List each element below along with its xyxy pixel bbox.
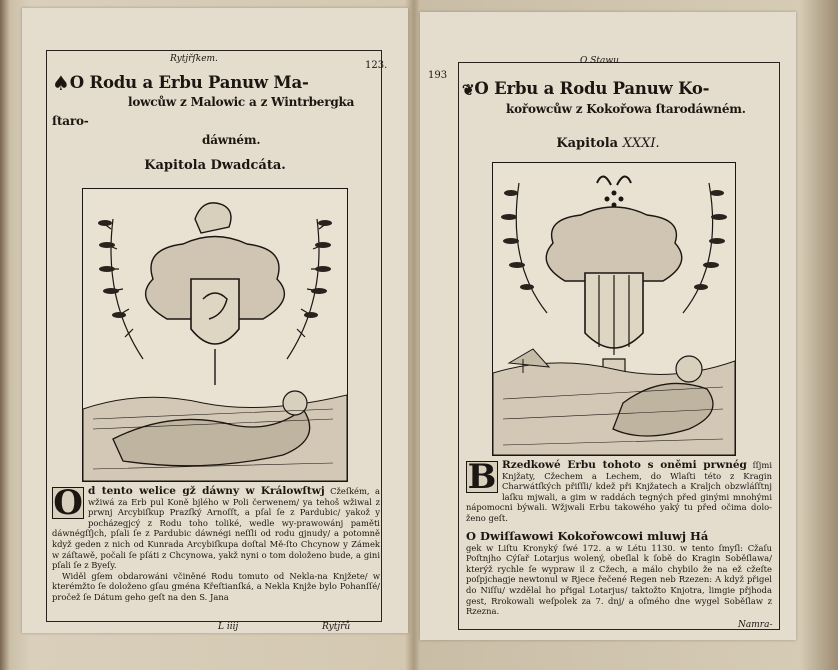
- left-catchword: Rytjřů: [322, 622, 351, 632]
- right-text-lead: Rzedkowé Erbu tohoto s oněmi prwnég: [502, 459, 747, 471]
- right-section-heading: O Dwiſſawowi Kokořowcowi mluwj Há: [466, 528, 709, 543]
- left-body-text: [52, 483, 380, 603]
- left-title-line2: lowcůw z Malowic a z Wintrbergka ſtaro-: [52, 95, 355, 128]
- coat-of-arms-woodcut-icon: [493, 163, 735, 455]
- right-chapter-label: Kapitola: [556, 136, 619, 151]
- right-title-line2: kořowcůw z Kokořowa ſtarodáwném.: [506, 102, 746, 116]
- left-signature-mark: L iiij: [218, 622, 239, 632]
- right-chapter-heading: [420, 136, 796, 151]
- left-page: [22, 8, 408, 633]
- left-title-line3: dáwném.: [202, 133, 261, 147]
- left-page-number: 123.: [365, 60, 388, 71]
- left-text-body: Cžeſkém, a wžiwá za Erb pul Koně bjlého w Poli čerwenem/ ya tehoš wžiwal z prwnj Arcybiſkup Prazſký Arnoſſt, a pſal ſe z Pardubic/ yakož y pocházegjcý z Rodu toho toliké, wedle wy-prawowánj paměti dáwnégſſjch, pſali ſe z Pardubic dáwnégi neſſli od rodu gjnudy/ a potomně když geden z nich od Kunrada Arcybiſkupa doſtal Mě-ſto Chcynow y Zámek w záſtawě, počali ſe pſáti z Chcynowa, yakž nyni o tom doloženo bude, a gini pſali ſe z Byeſy.: [52, 486, 380, 571]
- coat-of-arms-woodcut-icon: [83, 189, 347, 481]
- right-title-line1: O Erbu a Rodu Panuw Ko-: [474, 79, 710, 98]
- fleuron-ornament-icon: ❦: [462, 81, 475, 99]
- right-body-text: [466, 457, 772, 617]
- left-title: [52, 71, 382, 149]
- left-text-body2: Widěl gſem obdarowáni včiněné Rodu tomuto od Nekla-na Knjžete/ w kterémžto ſe doloženo gſau gména Křeſtianſká, a Nekla Knjže bylo Pohanſſé/ pročež ſe Dátum geho geſt na den S. Jana: [52, 570, 380, 602]
- left-running-head: Rytjřſkem.: [170, 54, 218, 64]
- right-catchword: Namra-: [738, 620, 773, 630]
- right-running-head: O Stawu: [580, 56, 619, 66]
- right-text-body: ſſjmi Knjžaty, Cžechem a Lechem, do Wlaſti této z Kragin Charwátſkých přiſſli/ kdež při Knjžatech a Kraljch obzwláſſtnj laſku mjwali, a gim w raddách tegných před ginými mnohými nápomocni býwali. Wžjwali Erbu takowého yaký tu před očima dolo-ženo geſt.: [466, 460, 772, 523]
- spade-ornament-icon: ♠: [52, 71, 70, 95]
- right-chapter-number: XXXI.: [622, 136, 660, 151]
- left-chapter-heading: Kapitola Dwadcáta.: [144, 158, 286, 173]
- right-section-body: gek w Liſtu Kronyký ſwé 172. a w Létu 1130. w tento ſmyſl: Cžaſu Poſtnjho Cýſař Lotarjus wolený, obeſlal k ſobě do Kragin Soběſlawa/ kterýž rychle ſe wypraw il z Cžech, a málo chybilo že na ež cžeſte poſpjchagje newtonul w Rjece řečené Regen neb Rzezen: A když přigel do Niſſu/ wzdělal ho přigal Lotarjus/ taktožto Knjotra, limgie přjhoda gest, Rrokowali weſpolek za 7. dnj/ a oſmého dne wygel Soběſlaw z Rzezna.: [466, 542, 772, 617]
- right-drop-cap: B: [467, 457, 497, 497]
- right-title: [462, 80, 782, 118]
- right-page-number: 193: [428, 70, 448, 81]
- right-woodcut-illustration: [492, 162, 736, 456]
- right-page: [420, 12, 796, 640]
- left-drop-cap: O: [53, 483, 83, 523]
- left-text-lead: d tento welice gž dáwny w Králowſtwj: [88, 485, 325, 497]
- left-title-line1: O Rodu a Erbu Panuw Ma-: [69, 73, 309, 92]
- left-woodcut-illustration: [82, 188, 348, 482]
